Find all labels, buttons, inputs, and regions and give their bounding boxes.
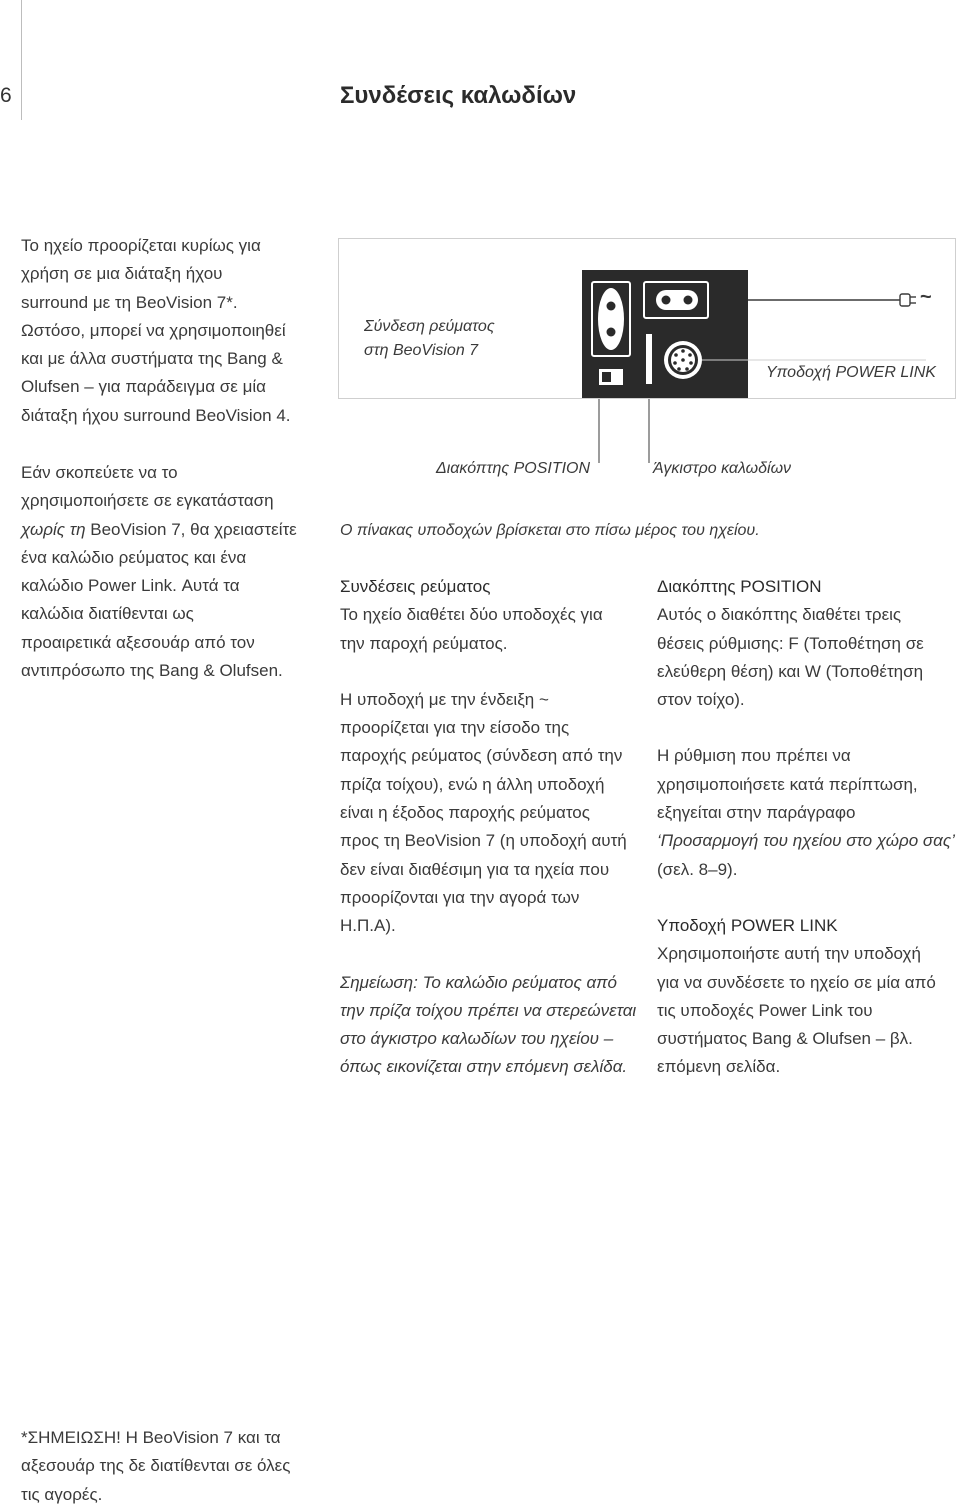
text-line: όπως εικονίζεται στην επόμενη σελίδα.: [340, 1057, 628, 1077]
text-line: Εάν σκοπεύετε να το: [21, 463, 178, 482]
text-line: Olufsen – για παράδειγμα σε μία: [21, 377, 266, 397]
text-line: παροχής ρεύματος (σύνδεση από την: [340, 746, 623, 766]
diagram-caption: Ο πίνακας υποδοχών βρίσκεται στο πίσω μέρος του ηχείου.: [340, 522, 760, 539]
text-line: θέσεις ρύθμισης: F (Τοποθέτηση σε: [657, 633, 924, 653]
text-line: τις υποδοχές Power Link του: [657, 1000, 873, 1020]
text-line: *ΣΗΜΕΙΩΣΗ! Η BeoVision 7 και τα: [21, 1428, 281, 1447]
text-line: (σελ. 8–9).: [657, 859, 738, 879]
socket-pin: [607, 302, 616, 311]
position-switch-section: [657, 573, 957, 1082]
label-position-switch: Διακόπτης POSITION: [436, 460, 591, 477]
text-line: Το ηχείο διαθέτει δύο υποδοχές για: [340, 605, 603, 625]
text-line: surround με τη BeoVision 7*.: [21, 292, 238, 312]
text-line: δεν είναι διαθέσιμη για τα ηχεία που: [340, 859, 610, 879]
text-line: χρησιμοποιήσετε σε εγκατάσταση: [21, 491, 274, 511]
text-line: χρήση σε μια διάταξη ήχου: [21, 264, 223, 284]
text-line: είναι η έξοδος παροχής ρεύματος: [340, 803, 590, 823]
text-line: επόμενη σελίδα.: [657, 1057, 781, 1077]
page-number: 6: [0, 84, 12, 107]
text-line: [21, 516, 321, 544]
section-heading: Συνδέσεις ρεύματος: [340, 577, 491, 596]
text-line: προς τη BeoVision 7 (η υποδοχή αυτή: [340, 831, 627, 851]
text-line: προορίζονται για την αγορά των: [340, 887, 580, 907]
text-line: καλώδιο Power Link. Αυτά τα: [21, 576, 240, 596]
section-heading: Υποδοχή POWER LINK: [657, 915, 838, 935]
tilde-symbol: ~: [920, 286, 932, 308]
installation-paragraph: [21, 459, 321, 685]
label-power-connection: [364, 318, 495, 360]
text-line: χρησιμοποιήσετε κατά περίπτωση,: [657, 774, 918, 794]
text-line: καλώδια διατίθενται ως: [21, 604, 194, 624]
section-heading: Διακόπτης POSITION: [657, 577, 822, 596]
page-title: Συνδέσεις καλωδίων: [340, 82, 577, 109]
text-line: Η ρύθμιση που πρέπει να: [657, 746, 851, 766]
text-line: Σημείωση: Το καλώδιο ρεύματος από: [340, 972, 618, 992]
text-line: προορίζεται για την είσοδο της: [340, 718, 570, 738]
text-line: τις αγορές.: [21, 1484, 103, 1504]
socket-pin: [662, 296, 671, 305]
connection-panel-diagram: [338, 238, 956, 477]
label-cable-hook: Άγκιστρο καλωδίων: [653, 460, 792, 477]
text-span: BeoVision 7, θα χρειαστείτε: [85, 519, 297, 539]
text-line: Αυτός ο διακόπτης διαθέτει τρεις: [657, 605, 902, 625]
page-margin-line: [21, 0, 22, 120]
footnote: [21, 1424, 321, 1509]
text-line: αξεσουάρ της δε διατίθενται σε όλες: [21, 1456, 291, 1476]
text-line: διάταξη ήχου surround BeoVision 4.: [21, 405, 291, 425]
text-line: ‘Προσαρμογή του ηχείου στο χώρο σας’: [657, 831, 955, 851]
text-line: πρίζα τοίχου), ενώ η άλλη υποδοχή: [340, 774, 605, 794]
text-line: την παροχή ρεύματος.: [340, 633, 508, 653]
intro-paragraph: [21, 232, 321, 430]
text-line: για να συνδέσετε το ηχείο σε μία από: [657, 972, 936, 992]
text-line: Η.Π.Α).: [340, 916, 396, 936]
socket-pin: [607, 328, 616, 337]
text-line: Το ηχείο προορίζεται κυρίως για: [21, 236, 261, 255]
mains-plug-icon: [748, 294, 916, 306]
cable-hook-icon: [646, 334, 652, 384]
text-line: Χρησιμοποιήστε αυτή την υποδοχή: [657, 944, 921, 964]
text-line: Σύνδεση ρεύματος: [364, 318, 495, 335]
text-line: προαιρετικά αξεσουάρ από τον: [21, 632, 255, 652]
text-line: Η υποδοχή με την ένδειξη ~: [340, 689, 549, 709]
text-line: Ωστόσο, μπορεί να χρησιμοποιηθεί: [21, 320, 286, 340]
text-line: και με άλλα συστήματα της Bang &: [21, 349, 283, 369]
text-line: αντιπρόσωπο της Bang & Olufsen.: [21, 661, 283, 681]
power-socket-shape: [598, 288, 624, 350]
text-line: ένα καλώδιο ρεύματος και ένα: [21, 547, 247, 567]
emphasis-text: χωρίς τη: [21, 519, 86, 539]
text-line: συστήματος Bang & Olufsen – βλ.: [657, 1029, 913, 1049]
text-line: στο άγκιστρο καλωδίων του ηχείου –: [340, 1029, 614, 1049]
text-line: την πρίζα τοίχου πρέπει να στερεώνεται: [340, 1000, 637, 1020]
text-line: στον τοίχο).: [657, 690, 745, 710]
label-powerlink-socket: Υποδοχή POWER LINK: [766, 364, 936, 381]
text-line: ελεύθερη θέση) και W (Τοποθέτηση: [657, 661, 924, 681]
text-line: στη BeoVision 7: [364, 342, 479, 359]
power-connections-section: [340, 573, 640, 1082]
text-line: εξηγείται στην παράγραφο: [657, 803, 856, 823]
socket-pin: [684, 296, 693, 305]
